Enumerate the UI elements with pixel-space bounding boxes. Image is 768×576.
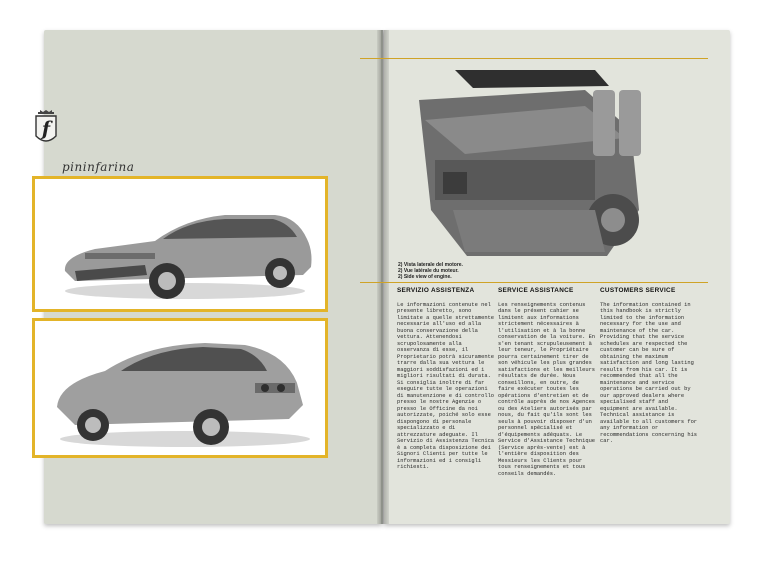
column-heading: SERVICE ASSISTANCE xyxy=(498,287,574,294)
engine-photo xyxy=(395,60,663,260)
service-column-italian xyxy=(397,288,495,471)
column-heading: SERVIZIO ASSISTENZA xyxy=(397,287,475,294)
caption-french: 2) Vue latérale du moteur. xyxy=(398,268,459,274)
car-front-photo xyxy=(32,176,328,312)
top-accent-rule xyxy=(360,58,708,59)
service-column-english xyxy=(600,288,698,445)
column-body: Les renseignements contenus dans le présent cahier se limitent aux informations strictement nécessaires à l'utilisation et à la bonne conservation de la voiture. En s'en tenant scrupuleusement à leur teneur, le Propriétaire pourra certainement tirer de son véhicule les plus grandes satisfactions et les meilleurs résultats de durée. Nous conseillons, en outre, de faire exécuter toutes les opérations d'entretien et de contrôle auprès de nos Agences ou des Ateliers autorisés par nous, du fait qu'ils sont les seuls à pouvoir disposer d'un personnel spécialisé et d'équipements adéquats. Le Service d'Assistance Technique (Service après-vente) est à l'entière disposition des Messieurs les Clients pour tous renseignements et tous conseils demandés. xyxy=(498,301,596,477)
column-body: The information contained in this handbook is strictly limited to the information necessary for the use and maintenance of the car. Providing that the service schedules are respected the customer can be sure of obtaining the maximum satisfaction and long lasting results from his car. It is recommended that all the maintenance and service operations be carried out by our approved dealers where specialised staff and equipment are available. Technical assistance is available to all customers for any information or recommendations concerning his car. xyxy=(600,301,698,444)
spine-edge xyxy=(381,30,383,524)
pininfarina-logo-text: pininfarina xyxy=(62,160,135,174)
mid-accent-rule xyxy=(360,282,708,283)
svg-text:f: f xyxy=(41,118,51,140)
column-heading: CUSTOMERS SERVICE xyxy=(600,287,676,294)
book-gutter xyxy=(377,30,389,524)
caption-italian: 2) Vista laterale del motore. xyxy=(398,262,463,268)
caption-english: 2) Side view of engine. xyxy=(398,274,452,280)
column-body: Le informazioni contenute nel presente libretto, sono limitate a quelle strettamente necessarie all'uso ed alla buona conservazione della vettura. Attenendosi scrupolosamente alla osservanza di esse, il Proprietario potrà sicuramente trarre dalla sua vettura le maggiori soddisfazioni ed i migliori risultati di durata. Si consiglia inoltre di far eseguire tutte le operazioni di manutenzione e di controllo presso le nostre Agenzie o presso le Officine da noi autorizzate, poiché solo esse dispongono di personale specializzato e di attrezzature adeguate. Il Servizio di Assistenza Tecnica è a completa disposizione dei Signori Clienti per tutte le informazioni ed i consigli richiesti. xyxy=(397,301,495,470)
service-column-french xyxy=(498,288,596,477)
pininfarina-crest-icon xyxy=(34,110,58,148)
car-rear-photo xyxy=(32,318,328,458)
engine-caption xyxy=(398,262,463,280)
